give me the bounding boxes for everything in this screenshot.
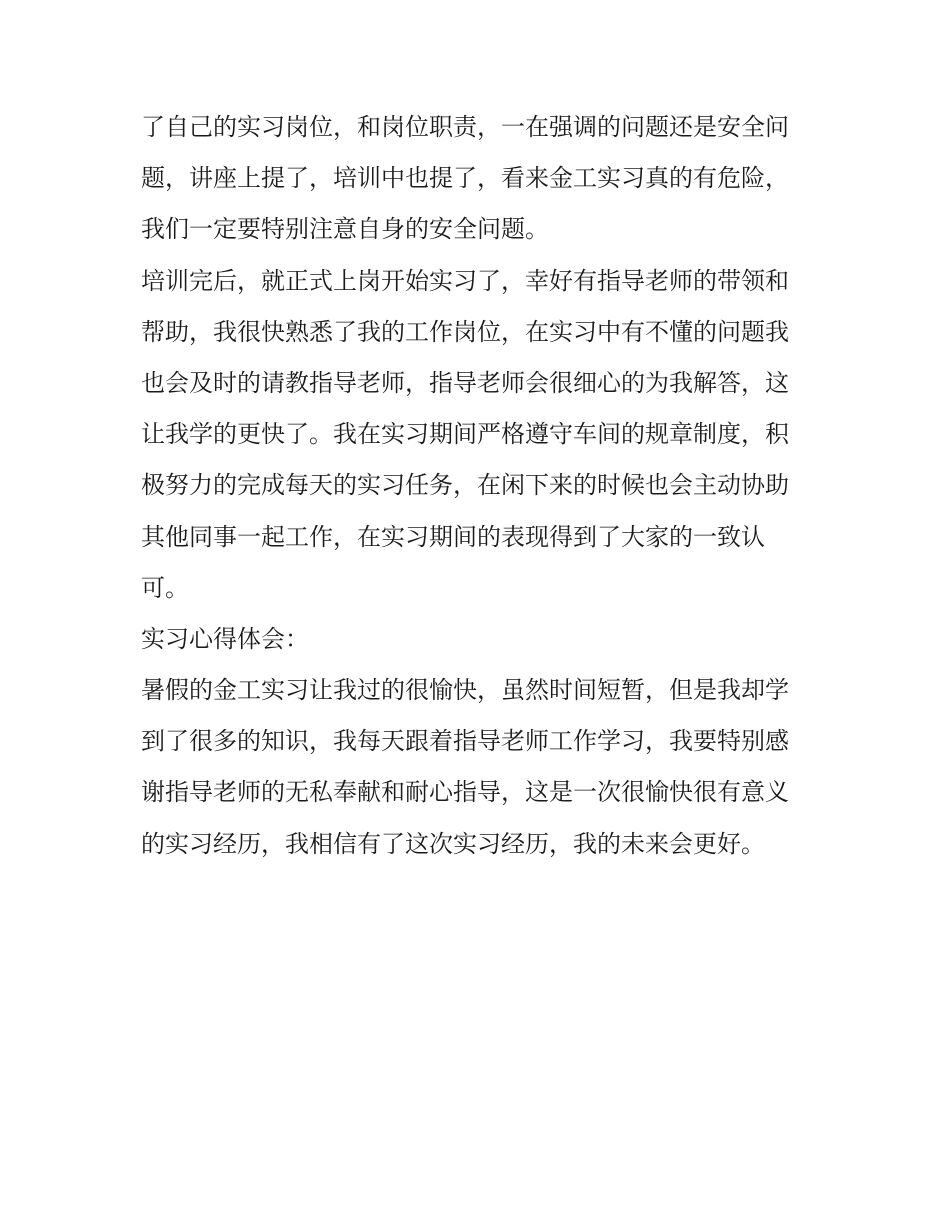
paragraph-line: 了自己的实习岗位，和岗位职责，一在强调的问题还是安全问: [141, 113, 789, 141]
paragraph-line: 也会及时的请教指导老师，指导老师会很细心的为我解答，这: [141, 368, 789, 397]
paragraph-line: 题，讲座上提了，培训中也提了，看来金工实习真的有危险，: [141, 164, 789, 193]
paragraph-line: 培训完后，就正式上岗开始实习了，幸好有指导老师的带领和: [141, 266, 789, 295]
paragraph-line: 帮助，我很快熟悉了我的工作岗位，在实习中有不懂的问题我: [141, 317, 789, 346]
paragraph-line: 我们一定要特别注意自身的安全问题。: [141, 215, 549, 244]
paragraph-line: 其他同事一起工作，在实习期间的表现得到了大家的一致认: [141, 522, 765, 551]
section-heading: 实习心得体会：: [141, 624, 309, 653]
paragraph-line: 暑假的金工实习让我过的很愉快，虽然时间短暂，但是我却学: [141, 676, 789, 705]
paragraph-line: 的实习经历，我相信有了这次实习经历，我的未来会更好。: [141, 829, 765, 858]
document-body: [141, 102, 817, 870]
paragraph-line: 可。: [141, 573, 189, 602]
paragraph-line: 让我学的更快了。我在实习期间严格遵守车间的规章制度，积: [141, 420, 789, 449]
paragraph-line: 谢指导老师的无私奉献和耐心指导，这是一次很愉快很有意义: [141, 778, 789, 807]
paragraph-line: 到了很多的知识，我每天跟着指导老师工作学习，我要特别感: [141, 727, 789, 756]
paragraph-line: 极努力的完成每天的实习任务，在闲下来的时候也会主动协助: [141, 471, 789, 500]
